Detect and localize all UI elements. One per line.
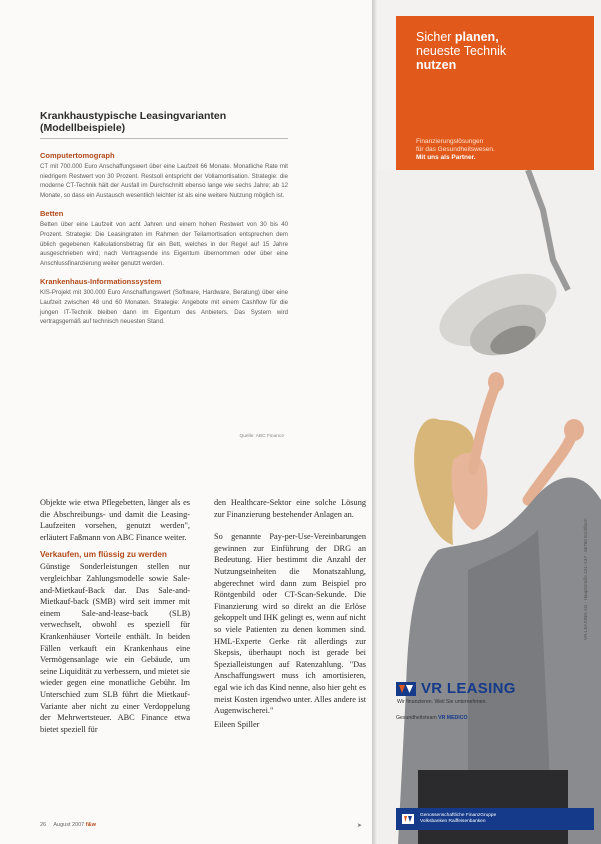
- magazine-name: f&w: [85, 822, 96, 828]
- section-heading: Betten: [40, 209, 64, 219]
- tagline-line3: Mit uns als Partner.: [416, 154, 476, 161]
- box-title-rule: [40, 138, 288, 139]
- ad-credit-vertical: VR-LEASING AG · Hauptstraße 131–137 · 65760 Eschborn: [583, 518, 588, 640]
- leasing-variants-box: [40, 110, 288, 445]
- section-kis: [40, 277, 288, 326]
- brand-subline: [396, 715, 594, 721]
- paragraph: Günstige Sonderleistungen stellen nur vergleichbar Zahlungsmodelle sowie Sale-and-Mietkauf-Back dar. Das Sale-and-Mietkauf-back (SMB) wird seit immer mit einem Sale-and-lease-back (SLB) verwechselt, obwohl es speziell für Krankenhäuser Vorteile enthält. In beiden Fällen verkauft ein Krankenhaus eine Vermögensanlage wie ein Gebäude, um seine Liquidität zu verbessern, und mietet sie wieder gegen eine monatliche Gebühr. Im Unterschied zum SLB führt die Mietkauf-Variante aber nicht zu einer Verdoppelung der Mehrwertsteuer. ABC Finance etwa bietet speziell für: [40, 562, 190, 734]
- section-text: CT mit 700.000 Euro Anschaffungswert über eine Laufzeit 66 Monate. Monatliche Rate mit niedrigem Restwert von 30 Prozent. Restsoll entspricht der Vollamortisation. Strategie: die moderne CT-Technik hält der Ausfall im Durchschnitt ebenso lange wie sechs Jahre; ab 12 Monate, so dass ein Austausch wesentlich leichter ist als eine weitere Nutzung möglich ist.: [40, 163, 288, 199]
- next-page-arrow-icon: ➤: [356, 823, 362, 829]
- headline-line3-bold: nutzen: [416, 58, 457, 72]
- section-betten: [40, 209, 288, 268]
- issue-date: August 2007: [53, 822, 85, 828]
- ad-tagline: [416, 138, 495, 162]
- section-computertomograph: [40, 151, 288, 200]
- bottom-line1: Genossenschaftliche FinanzGruppe: [420, 813, 497, 818]
- finanzgruppe-text: [420, 813, 496, 825]
- brand-name: VR LEASING: [421, 680, 516, 697]
- subheading: Verkaufen, um flüssig zu werden: [40, 550, 167, 560]
- box-source: Quelle: ABC Finance: [239, 434, 284, 439]
- section-text: Betten über eine Laufzeit von acht Jahren und einem hohen Restwert von 30 bis 40 Prozent. Strategie: Die Leasingraten im Rahmen der Teilamortisation entsprechen dem üblich gegebenen Kalkulationsbetrag für ein Bett, welches in der Regel auf 15 Jahre ausgeschrieben wird; nach Vertragsende ins Eigentum übernommen oder über eine Anschlussfinanzierung weiter genutzt werden.: [40, 221, 288, 267]
- brand-slogan: Wir finanzieren. Weil Sie unternehmen.: [397, 699, 487, 705]
- ad-headline: [416, 30, 506, 72]
- headline-line1: Sicher: [416, 30, 455, 44]
- article-column-right: [214, 497, 366, 730]
- paragraph: So genannte Pay-per-Use-Vereinbarungen gewinnen zur Einführung der DRG an Bedeutung. Hier bestimmt die Anzahl der Nutzungseinheiten die Monatszahlung, abgerechnet wird dann zum Beispiel pro Röntgenbild oder CT-Scan-Sekunde. Die Finanzierung wird so direkt an die Erlöse gekoppelt und IHK gelingt es, wenn auf nicht so viele Patienten zu denen kommen sind. HML-Experte Gerke rät allerdings zur Skepsis, überhaupt noch ist gerade bei Spezialleistungen auf Ratenzahlung. "Das Anschaffungswert muss ich amortisieren, egal wie ich das Kind nenne, also hier geht es meist Kosten irgendwo unter. Alles andere ist Augenwischerei.": [214, 532, 366, 716]
- page-footer: [40, 822, 370, 828]
- vr-logo-icon: [396, 682, 416, 696]
- page-number: 26: [40, 822, 47, 828]
- paragraph: den Healthcare-Sektor eine solche Lösung zur Finanzierung bestehender Anlagen an.: [214, 498, 366, 519]
- tagline-line2: für das Gesundheitswesen.: [416, 146, 495, 153]
- section-heading: Krankenhaus-Informationssystem: [40, 277, 162, 287]
- box-title: Krankhaustypische Leasingvarianten (Modellbeispiele): [40, 110, 227, 134]
- headline-line2: neueste Technik: [416, 44, 507, 58]
- section-text: KIS-Projekt mit 300.000 Euro Anschaffungswert (Software, Hardware, Beratung) über eine Laufzeit zwischen 48 und 60 Monaten. Strategie: Angebote mit einem Cashflow für die jungen IT-Technik bleiben dann im Eigentum des Anbieters. Das System wird vertragsgemäß auf technisch neuesten Stand.: [40, 289, 288, 326]
- brand-sub-normal: Gesundheitsteam: [396, 715, 439, 721]
- finanzgruppe-bar: [396, 808, 594, 830]
- headline-line1-bold: planen,: [454, 30, 499, 44]
- vr-leasing-brand: [396, 680, 594, 721]
- bottom-line2: Volksbanken Raiffeisenbanken: [420, 819, 486, 824]
- ad-headline-panel: [396, 16, 594, 170]
- section-heading: Computertomograph: [40, 151, 115, 160]
- vr-mini-logo-icon: [402, 814, 414, 824]
- tagline-line1: Finanzierungslösungen: [416, 138, 484, 145]
- paragraph: Objekte wie etwa Pflegebetten, länger als es die Abschreibungs- und damit die Leasing-Laufzeiten vorsehen, genutzt werden", erläutert Faßmann von ABC Finance weiter.: [40, 498, 190, 542]
- author-name: Eileen Spiller: [214, 719, 260, 729]
- brand-sub-bold: VR MEDICO: [438, 715, 468, 721]
- article-column-left: [40, 497, 190, 735]
- woman-adjusting-medical-lamp-photo: [378, 170, 601, 844]
- vr-leasing-advert: [378, 0, 601, 844]
